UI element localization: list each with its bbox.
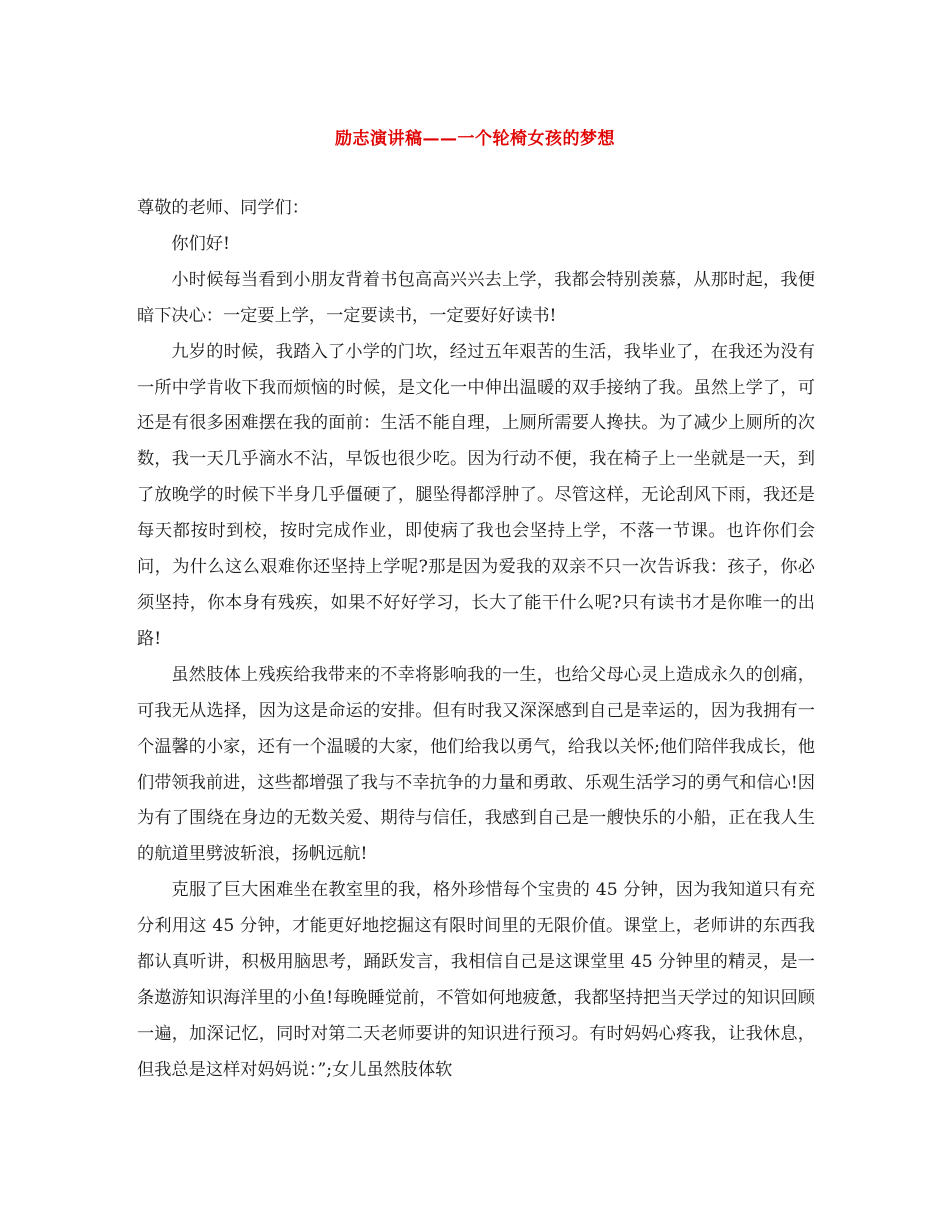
paragraph-classroom: 克服了巨大困难坐在教室里的我，格外珍惜每个宝贵的 45 分钟，因为我知道只有充分利用这 45 分钟，才能更好地挖掘这有限时间里的无限价值。课堂上，老师讲的东西我都认真听讲，积极用脑思考，踊跃发言，我相信自己是这课堂里 45 分钟里的精灵，是一条遨游知识海洋里的小鱼!每晚睡觉前，不管如何地疲惫，我都坚持把当天学过的知识回顾一遍，加深记忆，同时对第二天老师要讲的知识进行预习。有时妈妈心疼我，让我休息，但我总是这样对妈妈说：”;女儿虽然肢体软 (137, 880, 815, 1080)
document-body (137, 191, 815, 1089)
document-title: 励志演讲稿——一个轮椅女孩的梦想 (335, 129, 615, 149)
paragraph-childhood: 小时候每当看到小朋友背着书包高高兴兴去上学，我都会特别羡慕，从那时起，我便暗下决心：一定要上学，一定要读书，一定要好好读书! (137, 269, 815, 326)
paragraph-fortune: 虽然肢体上残疾给我带来的不幸将影响我的一生，也给父母心灵上造成永久的创痛，可我无从选择，因为这是命运的安排。但有时我又深深感到自己是幸运的，因为我拥有一个温馨的小家，还有一个温暖的大家，他们给我以勇气，给我以关怀;他们陪伴我成长，他们带领我前进，这些都增强了我与不幸抗争的力量和勇敢、乐观生活学习的勇气和信心!因为有了围绕在身边的无数关爱、期待与信任，我感到自己是一艘快乐的小船，正在我人生的航道里劈波斩浪，扬帆远航! (137, 664, 815, 865)
paragraph-greeting: 你们好! (171, 233, 230, 254)
paragraph-school-struggle: 九岁的时候，我踏入了小学的门坎，经过五年艰苦的生活，我毕业了，在我还为没有一所中学肯收下我而烦恼的时候，是文化一中伸出温暖的双手接纳了我。虽然上学了，可还是有很多困难摆在我的面前：生活不能自理，上厕所需要人搀扶。为了减少上厕所的次数，我一天几乎滴水不沾，早饭也很少吃。因为行动不便，我在椅子上一坐就是一天，到了放晚学的时候下半身几乎僵硬了，腿坠得都浮肿了。尽管这样，无论刮风下雨，我还是每天都按时到校，按时完成作业，即使病了我也会坚持上学，不落一节课。也许你们会问，为什么这么艰难你还坚持上学呢?那是因为爱我的双亲不只一次告诉我：孩子，你必须坚持，你本身有残疾，如果不好好学习，长大了能干什么呢?只有读书才是你唯一的出路! (137, 341, 815, 649)
salutation: 尊敬的老师、同学们： (137, 198, 309, 218)
